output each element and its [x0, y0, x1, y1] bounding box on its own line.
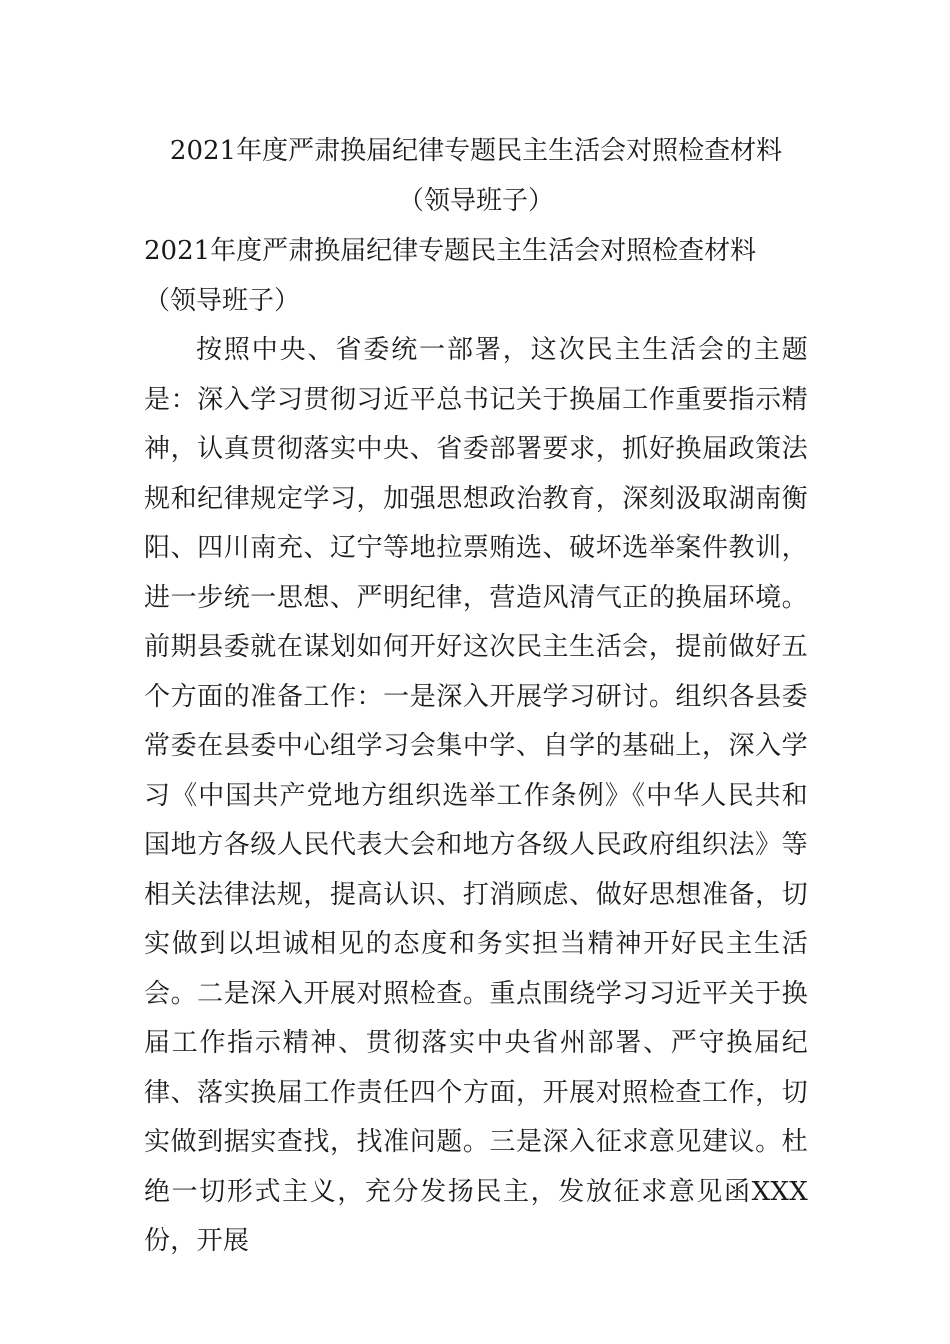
document-title: 2021年度严肃换届纪律专题民主生活会对照检查材料（领导班子）	[169, 136, 783, 216]
document-heading: 2021年度严肃换届纪律专题民主生活会对照检查材料（领导班子）	[144, 236, 757, 316]
document-page	[144, 126, 808, 1267]
document-body-paragraph: 按照中央、省委统一部署，这次民主生活会的主题是：深入学习贯彻习近平总书记关于换届工作重要指示精神，认真贯彻落实中央、省委部署要求，抓好换届政策法规和纪律规定学习，加强思想政治教育，深刻汲取湖南衡阳、四川南充、辽宁等地拉票贿选、破坏选举案件教训，进一步统一思想、严明纪律，营造风清气正的换届环境。前期县委就在谋划如何开好这次民主生活会，提前做好五个方面的准备工作：一是深入开展学习研讨。组织各县委常委在县委中心组学习会集中学、自学的基础上，深入学习《中国共产党地方组织选举工作条例》《中华人民共和国地方各级人民代表大会和地方各级人民政府组织法》等相关法律法规，提高认识、打消顾虑、做好思想准备，切实做到以坦诚相见的态度和务实担当精神开好民主生活会。二是深入开展对照检查。重点围绕学习习近平关于换届工作指示精神、贯彻落实中央省州部署、严守换届纪律、落实换届工作责任四个方面，开展对照检查工作，切实做到据实查找，找准问题。三是深入征求意见建议。杜绝一切形式主义，充分发扬民主，发放征求意见函XXX份，开展	[144, 335, 808, 1256]
